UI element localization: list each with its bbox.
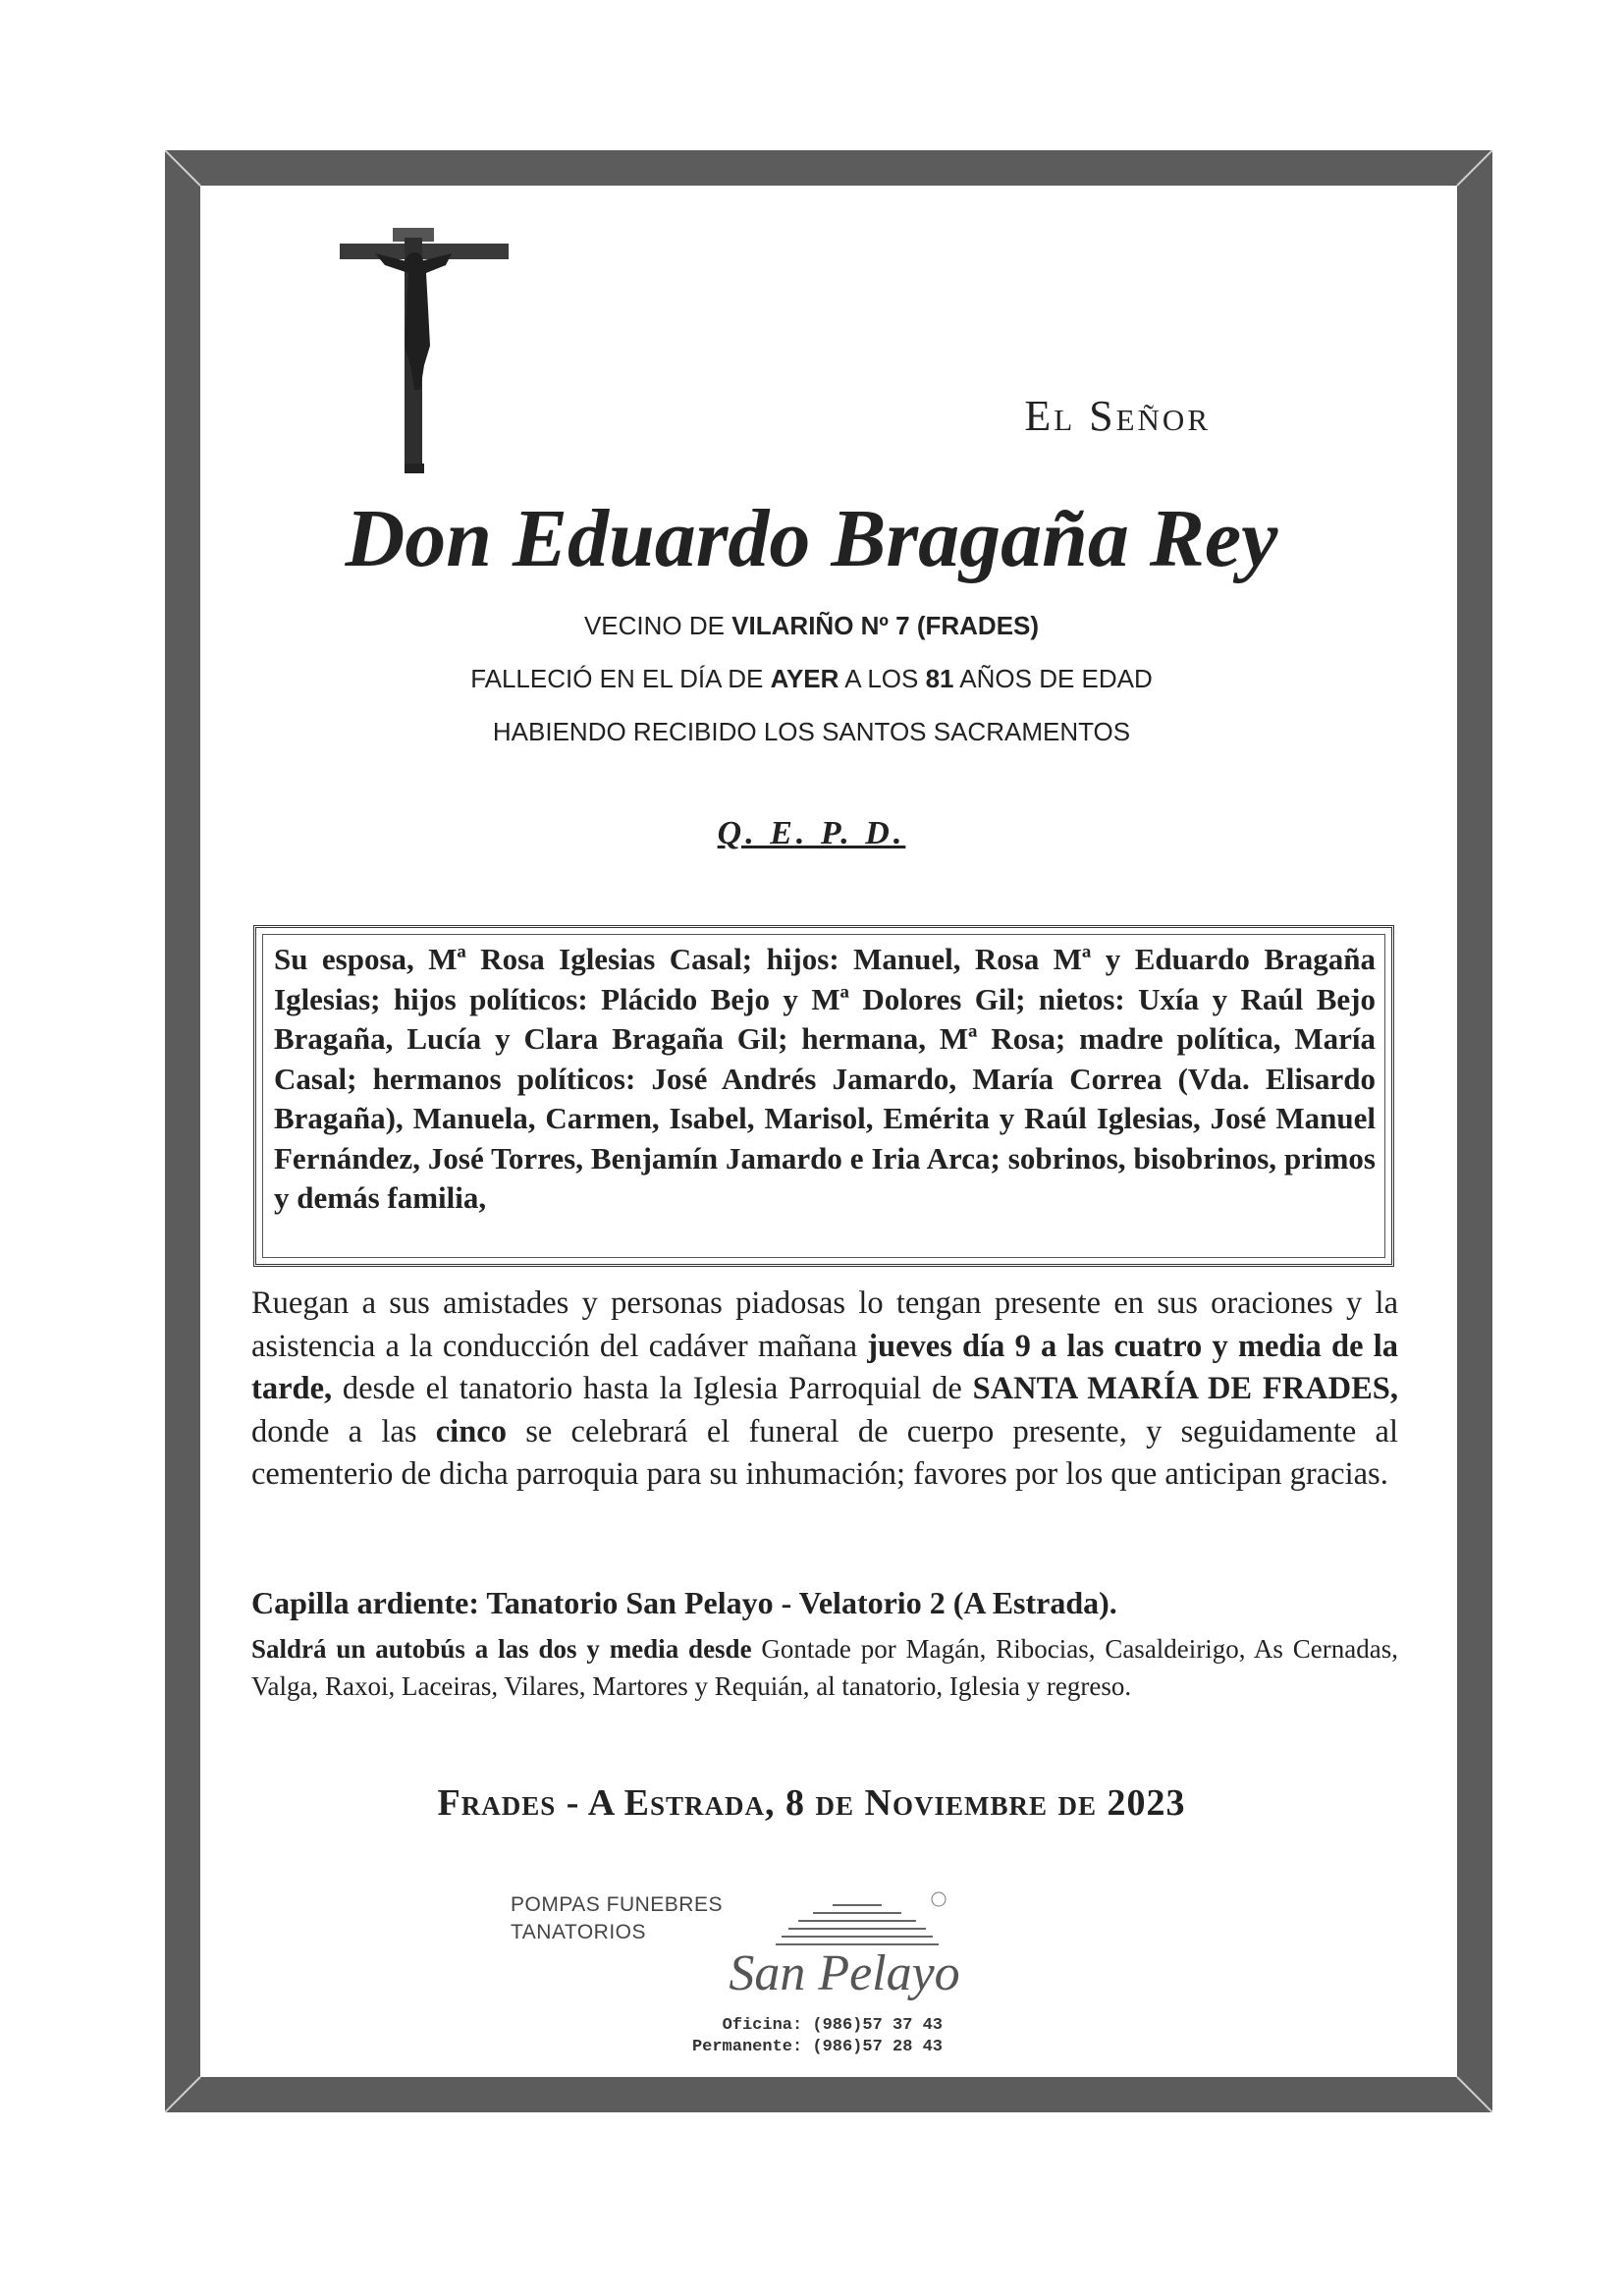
deceased-name: Don Eduardo Bragaña Rey	[345, 493, 1278, 584]
qepd-abbreviation: Q. E. P. D.	[717, 815, 906, 851]
office-phone: Oficina: (986)57 37 43	[722, 2016, 943, 2035]
family-box	[253, 925, 1394, 1267]
logo-line1: POMPAS FUNEBRES	[511, 1893, 723, 1916]
family-text: Su esposa, Mª Rosa Iglesias Casal; hijos: Manuel, Rosa Mª y Eduardo Bragaña Iglesias; hijos políticos: Plácido Bejo y Mª Dolores Gil; nietos: Uxía y Raúl Bejo Bragaña, Lucía y Clara Bragaña Gil; hermana, Mª Rosa; madre política, María Casal; hermanos políticos: José Andrés Jamardo, María Correa (Vda. Elisardo Bragaña), Manuela, Carmen, Isabel, Marisol, Emérita y Raúl Iglesias, José Manuel Fernández, José Torres, Benjamín Jamardo e Iria Arca; sobrinos, bisobrinos, primos y demás familia,	[274, 942, 1376, 1215]
residence-line: VECINO DE VILARIÑO Nº 7 (FRADES)	[583, 611, 1040, 640]
funeral-home-label	[511, 1891, 723, 1946]
chapel-line: Capilla ardiente: Tanatorio San Pelayo - Velatorio 2 (A Estrada).	[251, 1585, 1117, 1620]
logo-line2: TANATORIOS	[511, 1921, 647, 1943]
death-line: FALLECIÓ EN EL DÍA DE AYER A LOS 81 AÑOS DE EDAD	[470, 664, 1153, 693]
honorific-title: El Señor	[1024, 392, 1211, 440]
funeral-request-text: Ruegan a sus amistades y personas piadosas lo tengan presente en sus oraciones y la asistencia a la conducción del cadáver mañana jueves día 9 a las cuatro y media de la tarde, desde el tanatorio hasta la Iglesia Parroquial de SANTA MARÍA DE FRADES, donde a las cinco se celebrará el funeral de cuerpo presente, y seguidamente al cementerio de dicha parroquia para su inhumación; favores por los que anticipan gracias.	[251, 1285, 1399, 1492]
sacraments-line: HABIENDO RECIBIDO LOS SANTOS SACRAMENTOS	[492, 717, 1131, 746]
place-date-line: Frades - A Estrada, 8 de Noviembre de 2023	[437, 1782, 1186, 1824]
brand-script: San Pelayo	[729, 1945, 960, 2001]
bus-info: Saldrá un autobús a las dos y media desde Gontade por Magán, Ribocias, Casaldeirigo, As Cernadas, Valga, Raxoi, Laceiras, Vilares, Martores y Requián, al tanatorio, Iglesia y regreso.	[251, 1634, 1398, 1701]
crucifix-icon	[336, 218, 513, 473]
contact-phones	[628, 2015, 943, 2058]
permanent-phone: Permanente: (986)57 28 43	[691, 2038, 943, 2056]
